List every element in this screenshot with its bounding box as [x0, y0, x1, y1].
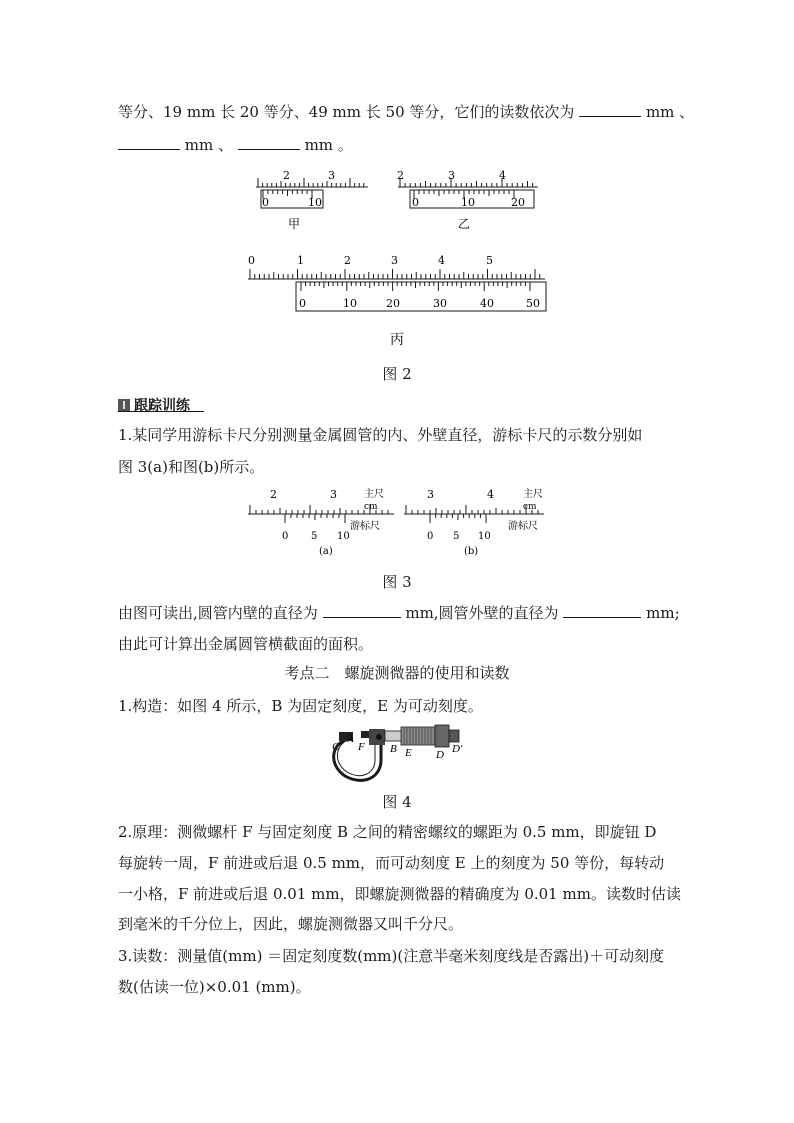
- figure-caption: 图 4: [382, 793, 412, 811]
- scale-label: 10: [478, 531, 491, 542]
- scale-label: 0: [248, 254, 255, 267]
- scale-label: 5: [486, 254, 493, 267]
- scale-label: 50: [526, 297, 540, 310]
- text-line: [118, 135, 353, 155]
- sub-caption: (a): [319, 546, 333, 557]
- caliper-name: 乙: [458, 217, 471, 231]
- scale-label: 0: [299, 297, 306, 310]
- figure-3: [244, 482, 554, 562]
- text-line: 由此可计算出金属圆管横截面的面积。: [118, 635, 374, 653]
- section-title: 考点二 螺旋测微器的使用和读数: [284, 664, 510, 682]
- paragraph-line: 2.原理：测微螺杆 F 与固定刻度 B 之间的精密螺纹的螺距为 0.5 mm，即旋钮 D: [118, 823, 657, 841]
- scale-label: 0: [262, 196, 269, 209]
- paragraph-line: 数(估读一位)×0.01 (mm)。: [118, 978, 311, 996]
- ratchet-dprime: [449, 730, 459, 742]
- paragraph-line: 1.构造：如图 4 所示，B 为固定刻度，E 为可动刻度。: [118, 697, 483, 715]
- vernier-scale-label: 游标尺: [508, 521, 538, 532]
- section-marker-icon: [118, 399, 130, 411]
- paragraph-line: 一小格，F 前进或后退 0.01 mm，即螺旋测微器的精确度为 0.01 mm。读数时估读: [118, 885, 681, 903]
- answer-blank[interactable]: [238, 135, 300, 150]
- scale-label: 4: [438, 254, 445, 267]
- text-segment: 由图可读出,圆管内壁的直径为: [118, 604, 318, 622]
- question-text: 1.某同学用游标卡尺分别测量金属圆管的内、外壁直径，游标卡尺的示数分别如: [118, 426, 643, 444]
- scale-label: 2: [270, 488, 277, 501]
- part-label: A: [347, 733, 354, 745]
- main-scale-label: 主尺: [523, 489, 543, 500]
- scale-label: 20: [511, 196, 525, 209]
- text-line: [118, 603, 680, 623]
- scale-label: 2: [344, 254, 351, 267]
- text-line: [118, 102, 694, 122]
- scale-label: 3: [328, 169, 335, 182]
- scale-label: 10: [337, 531, 350, 542]
- question-text: 图 3(a)和图(b)所示。: [118, 458, 265, 476]
- scale-label: 4: [499, 169, 506, 182]
- caliper-name: 甲: [288, 217, 301, 231]
- scale-label: 1: [297, 254, 304, 267]
- unit-label: cm: [523, 502, 537, 512]
- micrometer-figure: [325, 720, 475, 788]
- text-segment: mm 、: [645, 103, 695, 121]
- scale-label: 10: [461, 196, 475, 209]
- answer-blank[interactable]: [323, 603, 401, 618]
- scale-label: 2: [283, 169, 290, 182]
- practice-heading-text: 跟踪训练: [134, 398, 190, 414]
- text-segment: mm 、: [184, 136, 233, 154]
- sub-caption: (b): [464, 546, 479, 557]
- scale-label: 3: [391, 254, 398, 267]
- scale-label: 3: [448, 169, 455, 182]
- text-segment: mm;: [646, 604, 680, 622]
- scale-label: 2: [397, 169, 404, 182]
- part-label: F: [358, 741, 365, 753]
- practice-heading: [118, 395, 190, 415]
- scale-label: 5: [311, 531, 318, 542]
- main-scale-label: 主尺: [364, 489, 384, 500]
- figure-caption: 图 3: [382, 573, 412, 591]
- figure-2-bing: [240, 248, 560, 348]
- scale-label: 40: [480, 297, 494, 310]
- scale-label: 0: [282, 531, 289, 542]
- spindle: [361, 731, 369, 738]
- paragraph-line: 到毫米的千分位上，因此，螺旋测微器又叫千分尺。: [118, 915, 464, 933]
- paragraph-line: 3.读数：测量值(mm) ＝固定刻度数(mm)(注意半毫米刻度线是否露出)＋可动刻度: [118, 947, 665, 965]
- scale-label: 20: [386, 297, 400, 310]
- scale-label: 10: [308, 196, 322, 209]
- figure-caption: 图 2: [382, 365, 412, 383]
- text-segment: mm,圆管外壁的直径为: [405, 604, 559, 622]
- part-label: B: [390, 743, 397, 755]
- scale-label: 3: [330, 488, 337, 501]
- answer-blank[interactable]: [563, 603, 641, 618]
- thimble-e: [401, 727, 435, 745]
- part-label: D′: [452, 743, 463, 755]
- heading-underline: [118, 411, 204, 412]
- answer-blank[interactable]: [579, 102, 641, 117]
- unit-label: cm: [364, 502, 378, 512]
- vernier-scale-label: 游标尺: [350, 521, 380, 532]
- scale-label: 5: [453, 531, 460, 542]
- scale-label: 0: [427, 531, 434, 542]
- part-label: C: [332, 741, 340, 753]
- caliper-name: 丙: [390, 332, 404, 348]
- scale-label: 30: [433, 297, 447, 310]
- answer-blank[interactable]: [118, 135, 180, 150]
- part-label: E: [405, 747, 412, 759]
- paragraph-line: 每旋转一周，F 前进或后退 0.5 mm，而可动刻度 E 上的刻度为 50 等份，每转动: [118, 854, 665, 872]
- scale-label: 4: [487, 488, 494, 501]
- knob-d: [435, 725, 449, 747]
- text-segment: 等分、19 mm 长 20 等分、49 mm 长 50 等分，它们的读数依次为: [118, 103, 575, 121]
- text-segment: mm 。: [304, 136, 353, 154]
- scale-label: 0: [412, 196, 419, 209]
- part-label: D: [436, 749, 444, 761]
- figure-2-top: [240, 160, 560, 240]
- scale-label: 10: [343, 297, 357, 310]
- scale-label: 3: [427, 488, 434, 501]
